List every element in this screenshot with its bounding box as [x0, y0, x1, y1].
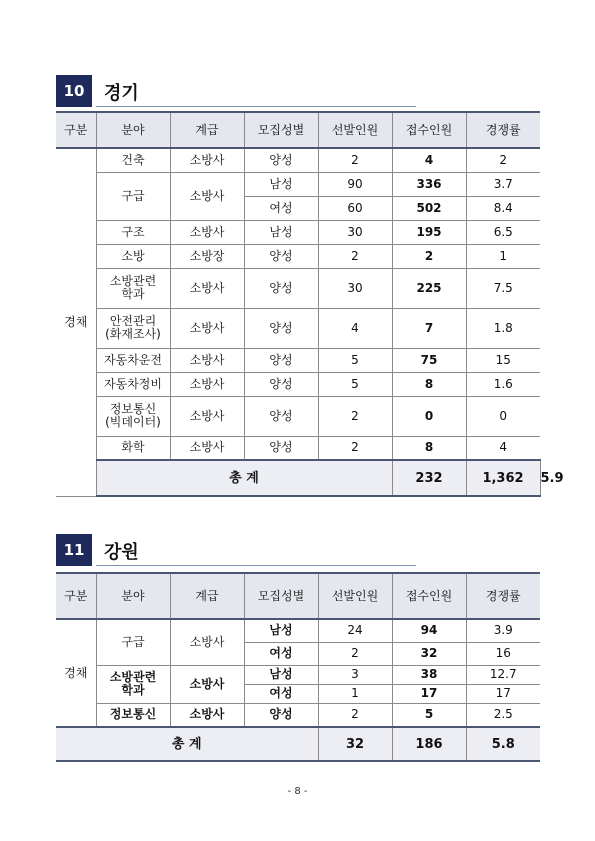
- gender-cell: 양성: [244, 268, 318, 308]
- table-row: [56, 308, 540, 348]
- col-header: 접수인원: [392, 573, 466, 619]
- rank-cell: 소방사: [170, 268, 244, 308]
- rate-cell: 8.4: [466, 196, 540, 220]
- field-line-2: 학과: [121, 287, 145, 301]
- field-cell: [96, 268, 170, 308]
- selected-cell: 2: [318, 703, 392, 727]
- header-row: [56, 112, 540, 148]
- selected-cell: 90: [318, 172, 392, 196]
- col-header: 모집성별: [244, 573, 318, 619]
- gender-cell: 양성: [244, 396, 318, 436]
- category-cell: 경채: [56, 148, 96, 496]
- rank-cell: 소방사: [170, 372, 244, 396]
- selected-cell: 4: [318, 308, 392, 348]
- total-row: [56, 727, 540, 761]
- table-row: [56, 348, 540, 372]
- rate-cell: 1.8: [466, 308, 540, 348]
- category-cell: 경채: [56, 619, 96, 727]
- field-line-1: 소방관련: [109, 274, 157, 288]
- col-header: 구분: [56, 112, 96, 148]
- applicants-cell: 4: [392, 148, 466, 172]
- rate-cell: 15: [466, 348, 540, 372]
- rate-cell: 1.6: [466, 372, 540, 396]
- col-header: 모집성별: [244, 112, 318, 148]
- col-header: 경쟁률: [466, 112, 540, 148]
- field-cell: [96, 396, 170, 436]
- applicants-cell: 5: [392, 703, 466, 727]
- gender-cell: 남성: [244, 220, 318, 244]
- col-header: 선발인원: [318, 112, 392, 148]
- gyeonggi-table: [56, 111, 564, 497]
- table-row: [56, 148, 540, 172]
- rate-cell: 2: [466, 148, 540, 172]
- gender-cell: 남성: [244, 172, 318, 196]
- section-number: 10: [56, 75, 92, 107]
- applicants-cell: 32: [392, 642, 466, 665]
- selected-cell: 30: [318, 220, 392, 244]
- gender-cell: 양성: [244, 148, 318, 172]
- header-row: [56, 573, 540, 619]
- total-row: 총 계 232 1,362 5.9: [56, 460, 540, 496]
- rate-cell: 6.5: [466, 220, 540, 244]
- field-line-2: (화재조사): [105, 327, 161, 341]
- table-row: [56, 220, 540, 244]
- table-row: [56, 372, 540, 396]
- selected-cell: 5: [318, 348, 392, 372]
- selected-cell: 60: [318, 196, 392, 220]
- gender-cell: 양성: [244, 372, 318, 396]
- col-header: 분야: [96, 112, 170, 148]
- gender-cell: 양성: [244, 244, 318, 268]
- applicants-cell: 336: [392, 172, 466, 196]
- col-header: 분야: [96, 573, 170, 619]
- selected-cell: 2: [318, 148, 392, 172]
- col-header: 접수인원: [392, 112, 466, 148]
- col-header: 계급: [170, 112, 244, 148]
- col-header: 선발인원: [318, 573, 392, 619]
- field-cell: [96, 308, 170, 348]
- field-line-1: 소방관련: [109, 670, 157, 684]
- total-label: 총 계: [96, 460, 392, 496]
- section-underline: [96, 106, 416, 107]
- gender-cell: 양성: [244, 348, 318, 372]
- applicants-cell: 195: [392, 220, 466, 244]
- rate-cell: 2.5: [466, 703, 540, 727]
- table-row: [56, 244, 540, 268]
- selected-cell: 24: [318, 619, 392, 642]
- rate-cell: 0: [466, 396, 540, 436]
- table-row: [56, 396, 540, 436]
- applicants-cell: 7: [392, 308, 466, 348]
- applicants-cell: 94: [392, 619, 466, 642]
- rate-cell: 4: [466, 436, 540, 460]
- field-cell: 소방: [96, 244, 170, 268]
- field-cell: [96, 665, 170, 703]
- table-row: [56, 436, 540, 460]
- rate-cell: 3.9: [466, 619, 540, 642]
- applicants-cell: 0: [392, 396, 466, 436]
- section-gyeonggi: [56, 75, 540, 107]
- total-rate: 5.8: [466, 727, 540, 761]
- selected-cell: 3: [318, 665, 392, 684]
- table-row: [56, 268, 540, 308]
- field-cell: 구급: [96, 619, 170, 665]
- rank-cell: 소방사: [170, 220, 244, 244]
- total-applicants: 1,362: [466, 460, 540, 496]
- field-cell: 구급: [96, 172, 170, 220]
- applicants-cell: 75: [392, 348, 466, 372]
- applicants-cell: 502: [392, 196, 466, 220]
- field-line-2: 학과: [121, 683, 145, 697]
- gender-cell: 여성: [244, 196, 318, 220]
- rank-cell: 소방사: [170, 348, 244, 372]
- field-cell: 화학: [96, 436, 170, 460]
- gender-cell: 여성: [244, 642, 318, 665]
- page-number: - 8 -: [287, 786, 308, 797]
- applicants-cell: 17: [392, 684, 466, 703]
- field-line-2: (빅데이터): [105, 415, 161, 429]
- col-header: 계급: [170, 573, 244, 619]
- field-cell: 자동차운전: [96, 348, 170, 372]
- field-cell: 정보통신: [96, 703, 170, 727]
- rate-cell: 3.7: [466, 172, 540, 196]
- gender-cell: 남성: [244, 619, 318, 642]
- table-row: [56, 172, 540, 196]
- field-cell: 자동차정비: [96, 372, 170, 396]
- section-header: [56, 534, 540, 566]
- rank-cell: 소방사: [170, 703, 244, 727]
- rank-cell: 소방사: [170, 308, 244, 348]
- rate-cell: 16: [466, 642, 540, 665]
- total-applicants: 186: [392, 727, 466, 761]
- applicants-cell: 8: [392, 436, 466, 460]
- gender-cell: 여성: [244, 684, 318, 703]
- applicants-cell: 2: [392, 244, 466, 268]
- col-header: 구분: [56, 573, 96, 619]
- gender-cell: 양성: [244, 703, 318, 727]
- section-underline: [96, 565, 416, 566]
- field-line-1: 정보통신: [109, 402, 157, 416]
- table-row: [56, 703, 540, 727]
- selected-cell: 30: [318, 268, 392, 308]
- gangwon-table: [56, 572, 540, 762]
- total-label: 총 계: [56, 727, 318, 761]
- section-gangwon: [56, 534, 540, 566]
- rank-cell: 소방사: [170, 436, 244, 460]
- section-title: 강원: [104, 542, 139, 563]
- field-line-1: 안전관리: [109, 314, 157, 328]
- rank-cell: 소방사: [170, 172, 244, 220]
- rank-cell: 소방사: [170, 148, 244, 172]
- selected-cell: 2: [318, 436, 392, 460]
- rank-cell: 소방사: [170, 665, 244, 703]
- total-selected: 32: [318, 727, 392, 761]
- rate-cell: 7.5: [466, 268, 540, 308]
- rate-cell: 17: [466, 684, 540, 703]
- rank-cell: 소방장: [170, 244, 244, 268]
- field-cell: 구조: [96, 220, 170, 244]
- rate-cell: 1: [466, 244, 540, 268]
- table-row: [56, 619, 540, 642]
- selected-cell: 2: [318, 642, 392, 665]
- section-header: [56, 75, 540, 107]
- applicants-cell: 225: [392, 268, 466, 308]
- section-number: 11: [56, 534, 92, 566]
- total-selected: 232: [392, 460, 466, 496]
- applicants-cell: 8: [392, 372, 466, 396]
- col-header: 경쟁률: [466, 573, 540, 619]
- section-title: 경기: [104, 83, 139, 104]
- rate-cell: 12.7: [466, 665, 540, 684]
- gender-cell: 남성: [244, 665, 318, 684]
- rank-cell: 소방사: [170, 619, 244, 665]
- selected-cell: 2: [318, 244, 392, 268]
- selected-cell: 1: [318, 684, 392, 703]
- gender-cell: 양성: [244, 308, 318, 348]
- selected-cell: 5: [318, 372, 392, 396]
- table-row: [56, 665, 540, 684]
- selected-cell: 2: [318, 396, 392, 436]
- field-cell: 건축: [96, 148, 170, 172]
- gender-cell: 양성: [244, 436, 318, 460]
- applicants-cell: 38: [392, 665, 466, 684]
- rank-cell: 소방사: [170, 396, 244, 436]
